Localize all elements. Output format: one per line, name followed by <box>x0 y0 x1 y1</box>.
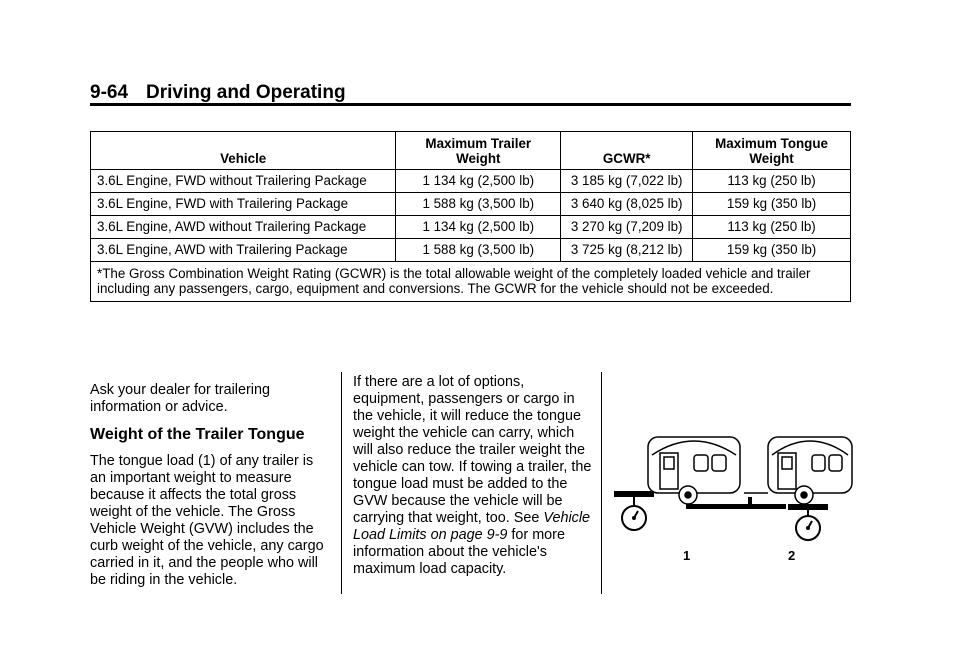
tongue-jack-2 <box>748 497 752 509</box>
column-divider <box>601 372 602 594</box>
figure-label-2: 2 <box>788 548 796 563</box>
vehicle-cell: 3.6L Engine, FWD with Trailering Package <box>91 193 396 216</box>
trailer-2-drawing <box>744 437 852 504</box>
vehicle-load-limits-link[interactable]: Vehicle Load Limits on page 9-9 <box>353 510 591 543</box>
column-header-max-tongue-weight: Maximum Tongue Weight <box>693 132 851 170</box>
tongue-weight-cell: 159 kg (350 lb) <box>693 239 851 262</box>
trailer-scale-diagram <box>608 425 858 575</box>
table-footnote-row <box>91 262 851 302</box>
ground-line-1 <box>686 504 786 509</box>
table-row <box>91 170 851 193</box>
page-header <box>90 82 346 104</box>
options-text-end: for more information about the vehicle's maximum load capacity. <box>353 527 565 577</box>
body-column-1 <box>90 382 330 598</box>
tongue-weight-cell: 113 kg (250 lb) <box>693 216 851 239</box>
column-header-max-trailer-weight: Maximum Trailer Weight <box>396 132 561 170</box>
tongue-load-paragraph: The tongue load (1) of any trailer is an important weight to measure because it affects the total gross weight of the vehicle. The Gross Vehicle Weight (GVW) includes the curb weight of the vehicle, any cargo carried in it, and the people who will be riding in the vehicle. <box>90 453 324 588</box>
table-row <box>91 239 851 262</box>
trailer-weight-cell: 1 588 kg (3,500 lb) <box>396 239 561 262</box>
section-heading: Weight of the Trailer Tongue <box>90 426 305 443</box>
trailer-weight-cell: 1 134 kg (2,500 lb) <box>396 170 561 193</box>
trailer-weight-cell: 1 588 kg (3,500 lb) <box>396 193 561 216</box>
figure-label-1: 1 <box>683 548 691 563</box>
tongue-weight-cell: 113 kg (250 lb) <box>693 170 851 193</box>
column-header-vehicle: Vehicle <box>91 132 396 170</box>
scale-dial-2-icon <box>796 516 820 540</box>
header-rule <box>90 103 851 106</box>
table-row <box>91 193 851 216</box>
gcwr-cell: 3 725 kg (8,212 lb) <box>561 239 693 262</box>
trailer-weight-table <box>90 131 851 302</box>
gcwr-cell: 3 270 kg (7,209 lb) <box>561 216 693 239</box>
page-number: 9-64 <box>90 82 129 103</box>
intro-paragraph: Ask your dealer for trailering information or advice. <box>90 382 270 415</box>
table-footnote: *The Gross Combination Weight Rating (GCWR) is the total allowable weight of the completely loaded vehicle and trailer including any passengers, cargo, equipment and conversions. The GCWR for the vehicle should not be exceeded. <box>91 262 851 302</box>
column-header-gcwr: GCWR* <box>561 132 693 170</box>
vehicle-cell: 3.6L Engine, AWD without Trailering Package <box>91 216 396 239</box>
table-row <box>91 216 851 239</box>
vehicle-cell: 3.6L Engine, FWD without Trailering Package <box>91 170 396 193</box>
scale-dial-1-icon <box>622 506 646 530</box>
section-title: Driving and Operating <box>146 82 346 103</box>
options-paragraph <box>353 374 593 578</box>
scale-platform-1 <box>614 491 654 497</box>
gcwr-cell: 3 185 kg (7,022 lb) <box>561 170 693 193</box>
vehicle-cell: 3.6L Engine, AWD with Trailering Package <box>91 239 396 262</box>
body-column-2 <box>353 374 593 587</box>
scale-platform-2 <box>788 504 828 510</box>
column-divider <box>341 372 342 594</box>
options-text: If there are a lot of options, equipment, passengers or cargo in the vehicle, it will reduce the tongue weight the vehicle can carry, which will also reduce the trailer weight the vehicle can tow. If towing a trailer, the tongue load must be added to the GVW because the vehicle will be carrying that weight, too. See <box>353 374 592 526</box>
gcwr-cell: 3 640 kg (8,025 lb) <box>561 193 693 216</box>
tongue-weight-cell: 159 kg (350 lb) <box>693 193 851 216</box>
table-header-row <box>91 132 851 170</box>
trailer-weight-cell: 1 134 kg (2,500 lb) <box>396 216 561 239</box>
tongue-weight-illustration <box>608 425 858 575</box>
